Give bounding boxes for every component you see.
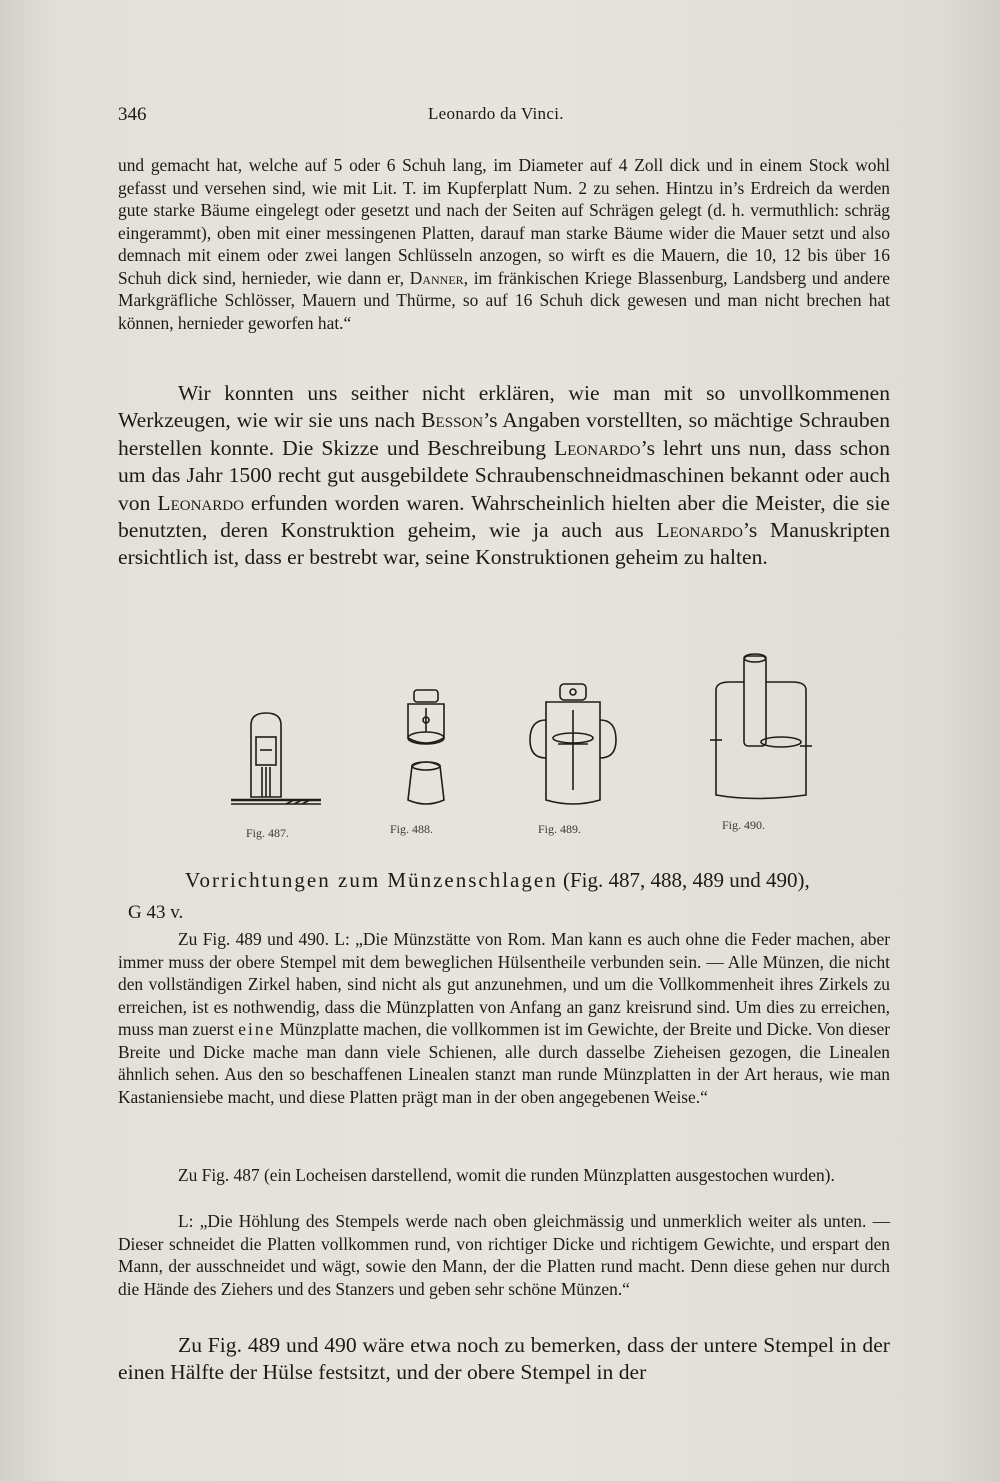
para2-text: ’s lehrt uns nun, dass schon um das Jahr 1500 recht gut ausgebildete Schraubenschneidmaschinen bekannt oder auch von	[118, 435, 890, 515]
name-leonardo: Leonardo	[554, 435, 641, 460]
name-besson: Besson	[421, 408, 484, 433]
para3-emphasis: eine	[238, 1019, 276, 1039]
manuscript-reference: G 43 v.	[128, 902, 184, 923]
section-caption	[185, 868, 810, 893]
page-header	[118, 104, 888, 134]
caption-title: Vorrichtungen zum Münzenschlagen	[185, 868, 558, 892]
paragraph-fig-487: Zu Fig. 487 (ein Locheisen darstellend, womit die runden Münzplatten ausgestochen wurden).	[178, 1165, 835, 1185]
fig-487-caption: Fig. 487.	[246, 826, 290, 840]
paragraph-quote-danner	[118, 154, 890, 334]
paragraph-leonardo-quote: L: „Die Höhlung des Stempels werde nach oben gleichmässig und unmerklich weiter als unten. — Dieser schneidet die Platten vollkommen rund, von richtiger Dicke und richtigem Gewichte, und erspart den Mann, der ausschneidet und wägt, sowie den Mann, der die Platten rund macht. Denn diese gehen nur durch die Hände des Ziehers und des Stanzers und geben sehr schöne Münzen.“	[118, 1211, 890, 1299]
para1-text-cont: , im fränkischen Kriege Blassenburg, Landsberg und andere Markgräfliche Schlösser, Mauern und Thürme, so auf 16 Schuh dick gewesen und man nicht brechen hat können, hernieder geworfen hat.“	[118, 267, 890, 333]
para2-text: erfunden worden waren. Wahrscheinlich hielten aber die Meister, die sie benutzten, deren Konstruktion geheim, wie ja auch aus	[118, 490, 891, 543]
para3-text: Zu Fig. 489 und 490. L: „Die Münzstätte von Rom. Man kann es auch ohne die Feder machen, aber immer muss der obere Stempel mit dem beweglichen Hülsentheile verbunden sein. — Alle Münzen, die nicht den vollständigen Zirkel haben, sind nicht als gut anzunehmen, und um die Vollkommenheit ihres Zirkels zu erreichen, ist es nothwendig, dass die Münzplatten von Anfang an ganz kreisrund sind. Um dies zu erreichen, muss man zuerst	[118, 929, 890, 1039]
fig-489-caption: Fig. 489.	[538, 822, 582, 836]
para3-text: Münzplatte machen, die vollkommen ist im Gewichte, der Breite und Dicke. Von dieser Breite und Dicke mache man dann viele Schienen, alle durch dasselbe Zieheisen gezogen, die Linealen ähnlich sehen. Aus den so beschaffenen Linealen stanzt man runde Münzplatten in der Art heraus, wie man Kastaniensiebe macht, und diese Platten prägt man in der oben angegebenen Weise.“	[118, 1019, 890, 1107]
running-title: Leonardo da Vinci.	[428, 104, 564, 123]
page-number: 346	[118, 104, 147, 125]
name-danner: Danner	[409, 267, 464, 288]
fig-488-caption: Fig. 488.	[390, 822, 434, 836]
fig-490-caption: Fig. 490.	[722, 818, 766, 832]
paragraph-screw-machines	[118, 380, 890, 572]
name-leonardo: Leonardo	[157, 490, 244, 515]
figure-row	[118, 650, 898, 850]
para2-text: ’s Angaben vorstellten, so mächtige Schrauben herstellen konnte. Die Skizze und Beschreibung	[118, 408, 890, 460]
paragraph-rome-mint	[118, 928, 890, 1108]
fig-490-minting-sleeve-illustration	[706, 650, 816, 805]
para2-text: Wir konnten uns seither nicht erklären, wie man mit so unvollkommenen Werkzeugen, wie wir sie uns nach	[118, 381, 890, 433]
para1-text: und gemacht hat, welche auf 5 oder 6 Schuh lang, im Diameter auf 4 Zoll dick und in einem Stock wohl gefasst und versehen sind, wie mit Lit. T. im Kupferplatt Num. 2 zu sehen. Hintzu in’s Erdreich da werden gute starke Bäume eingelegt oder gesetzt und nach der Seiten auf Schrägen gelegt (d. h. vermuthlich: schräg eingerammt), oben mit einer messingenen Platten, darauf man starke Bäume wider die Mauer setzt und also demnach mit einem oder zwei langen Schlüsseln anzogen, so wirft es die Mauern, die 10, 12 bis über 16 Schuh dick sind, hernieder, wie dann er,	[118, 155, 890, 288]
fig-489-minting-press-illustration	[518, 680, 628, 810]
para2-text: ’s Manuskripten ersichtlich ist, dass er bestrebt war, seine Konstruktionen geheim zu halten.	[118, 518, 890, 570]
fig-488-die-illustration	[396, 688, 456, 818]
fig-487-punch-illustration	[226, 705, 326, 815]
name-leonardo: Leonardo	[656, 518, 743, 543]
caption-figures: (Fig. 487, 488, 489 und 490),	[562, 868, 810, 892]
paragraph-closing: Zu Fig. 489 und 490 wäre etwa noch zu bemerken, dass der untere Stempel in der einen Hälfte der Hülse festsitzt, und der obere Stempel in der	[118, 1333, 890, 1385]
